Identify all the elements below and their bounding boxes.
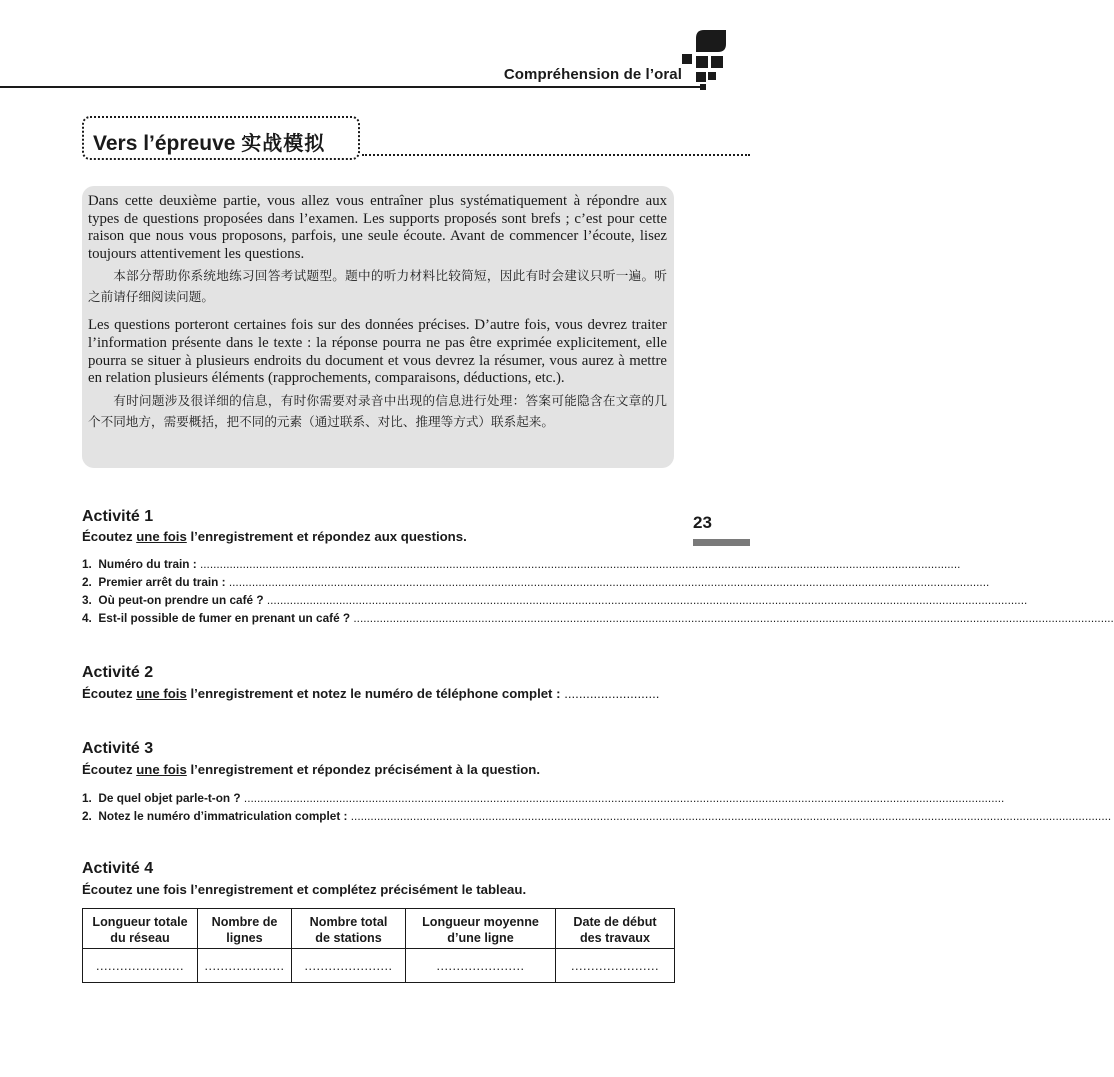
header-rule [0, 86, 700, 88]
section-title-zh: 实战模拟 [241, 131, 326, 155]
question-row: 1. De quel objet parle-t-on ? ........................................................................................................................................................................................................................................ [82, 791, 1005, 805]
dotted-divider [362, 154, 750, 156]
block-logo-icon [680, 30, 730, 92]
page-number: 23 [693, 513, 712, 532]
intro-paragraph-2-fr: Les questions porteront certaines fois sur des données précises. D’autre fois, vous devrez traiter l’information présente dans le texte : la réponse pourra ne pas être exprimée explicitement, elle pourra se situer à plusieurs endroits du document et vous devrez la résumer, vous aurez à mettre en relation plusieurs éléments (rapprochements, comparaisons, déductions, etc.). [88, 317, 667, 387]
page-tab-bar [693, 539, 750, 546]
question-row: 1. Numéro du train : ........................................................................................................................................................................................................................................ [82, 557, 961, 571]
activity-1-instruction: Écoutez une fois l’enregistrement et répondez aux questions. [82, 529, 467, 544]
answer-table [82, 908, 675, 983]
table-answer-cell[interactable]: ...................... [83, 949, 198, 983]
answer-blank[interactable]: ........................................................................................................................................................................................................................................ [353, 611, 1114, 625]
activity-1-title: Activité 1 [82, 508, 154, 525]
table-answer-cell[interactable]: ...................... [292, 949, 406, 983]
intro-box [82, 186, 674, 468]
table-answer-cell[interactable]: ...................... [406, 949, 556, 983]
section-banner [82, 116, 360, 160]
answer-blank[interactable]: ........................................................................................................................................................................................................................................ [350, 809, 1112, 823]
chapter-title: Compréhension de l’oral [503, 66, 682, 83]
question-row: 2. Notez le numéro d’immatriculation complet : ........................................................................................................................................................................................................................................ [82, 809, 1112, 823]
table-header-cell: Date de début des travaux [556, 909, 675, 949]
activity-4-instruction: Écoutez une fois l’enregistrement et complétez précisément le tableau. [82, 882, 527, 897]
table-answer-cell[interactable]: .................... [198, 949, 292, 983]
answer-blank[interactable]: ........................................................................................................................................................................................................................................ [243, 791, 1005, 805]
table-header-cell: Nombre total de stations [292, 909, 406, 949]
intro-paragraph-1-zh: 本部分帮助你系统地练习回答考试题型。题中的听力材料比较简短，因此有时会建议只听一遍。听之前请仔细阅读问题。 [88, 268, 667, 305]
activity-2-title: Activité 2 [82, 664, 154, 681]
question-row: 3. Où peut-on prendre un café ? ........................................................................................................................................................................................................................................ [82, 593, 1028, 607]
intro-paragraph-1-fr: Dans cette deuxième partie, vous allez vous entraîner plus systématiquement à répondre aux types de questions proposées dans l’examen. Les supports proposés sont brefs ; c’est pour cette raison que nous vous proposons, parfois, une seule écoute. Avant de commencer l’écoute, lisez toujours attentivement les questions. [88, 193, 667, 262]
activity-3-title: Activité 3 [82, 740, 154, 757]
question-row: 2. Premier arrêt du train : ........................................................................................................................................................................................................................................ [82, 575, 990, 589]
table-header-cell: Longueur totale du réseau [83, 909, 198, 949]
activity-3-instruction: Écoutez une fois l’enregistrement et répondez précisément à la question. [82, 762, 541, 777]
intro-paragraph-2-zh: 有时问题涉及很详细的信息，有时你需要对录音中出现的信息进行处理：答案可能隐含在文章的几个不同地方，需要概括，把不同的元素（通过联系、对比、推理等方式）联系起来。 [88, 392, 667, 429]
activity-4-title: Activité 4 [82, 860, 154, 877]
table-answer-cell[interactable]: ...................... [556, 949, 675, 983]
table-header-cell: Longueur moyenne d’une ligne [406, 909, 556, 949]
answer-blank[interactable]: ........................................................................................................................................................................................................................................ [266, 593, 1028, 607]
activity-2-instruction: Écoutez une fois l’enregistrement et notez le numéro de téléphone complet : .......................... [82, 686, 660, 701]
question-row: 4. Est-il possible de fumer en prenant un café ? ........................................................................................................................................................................................................................................ [82, 611, 1114, 625]
answer-blank[interactable]: ........................................................................................................................................................................................................................................ [228, 575, 990, 589]
table-header-cell: Nombre de lignes [198, 909, 292, 949]
phone-number-blank[interactable]: .......................... [564, 686, 660, 701]
section-title-fr: Vers l’épreuve [93, 132, 236, 155]
answer-blank[interactable]: ........................................................................................................................................................................................................................................ [200, 557, 961, 571]
